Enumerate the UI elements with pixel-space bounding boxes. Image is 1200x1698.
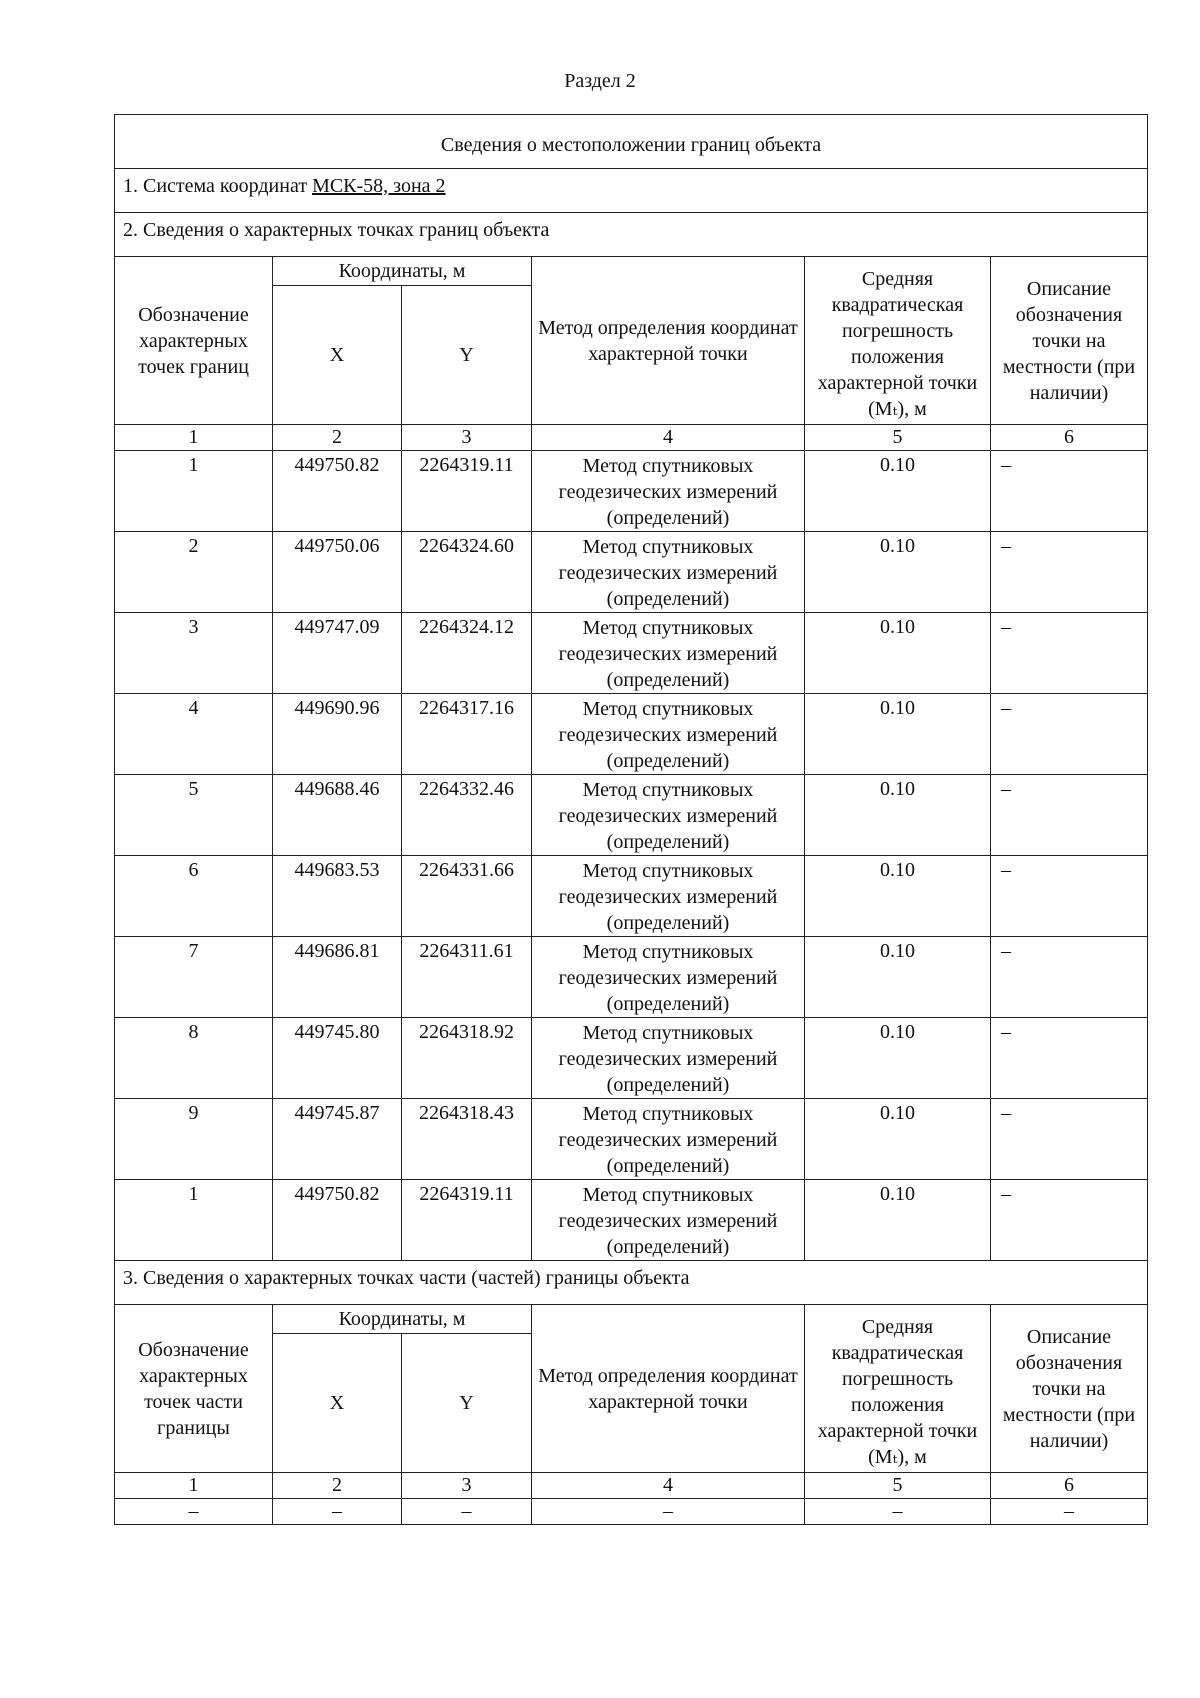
desc-cell: –: [991, 1180, 1148, 1261]
col-number: 2: [273, 1473, 402, 1499]
header-coords-label: Координаты, м: [273, 257, 532, 286]
desc-cell: –: [991, 856, 1148, 937]
error-cell: 0.10: [805, 451, 991, 532]
header2-desc-label: Описание обозначения точки на местности (при наличии): [991, 1305, 1148, 1473]
point-cell: 2: [115, 532, 273, 613]
column-numbers-row: [115, 425, 1148, 451]
table-row: [115, 1018, 1148, 1099]
empty-row: [115, 1499, 1148, 1525]
point-cell: 6: [115, 856, 273, 937]
y-cell: 2264331.66: [402, 856, 532, 937]
table-row: [115, 613, 1148, 694]
table-title: Сведения о местоположении границ объекта: [115, 115, 1148, 169]
table-row: [115, 694, 1148, 775]
desc-cell: –: [991, 1018, 1148, 1099]
desc-cell: –: [991, 937, 1148, 1018]
method-cell: Метод спутниковых геодезических измерений (определений): [532, 1099, 805, 1180]
point-cell: 1: [115, 451, 273, 532]
y-cell: 2264317.16: [402, 694, 532, 775]
column-numbers-row-2: [115, 1473, 1148, 1499]
coordinate-system-label: 1. Система координат: [123, 175, 313, 197]
boundary-table: [114, 114, 1148, 1525]
point-cell: 5: [115, 775, 273, 856]
method-cell: Метод спутниковых геодезических измерений (определений): [532, 451, 805, 532]
y-cell: 2264318.43: [402, 1099, 532, 1180]
point-cell: 8: [115, 1018, 273, 1099]
col-number: 6: [991, 425, 1148, 451]
error-cell: 0.10: [805, 1180, 991, 1261]
header2-y-label: Y: [402, 1334, 532, 1473]
header-point-label: Обозначение характерных точек границ: [115, 257, 273, 425]
col-number: 3: [402, 425, 532, 451]
col-number: 1: [115, 1473, 273, 1499]
point-cell: 3: [115, 613, 273, 694]
desc-cell: –: [991, 613, 1148, 694]
coordinate-system-row: [115, 169, 1148, 213]
coordinate-system-value: МСК-58, зона 2: [312, 175, 446, 197]
page-heading: Раздел 2: [564, 70, 636, 92]
empty-cell: –: [805, 1499, 991, 1525]
y-cell: 2264311.61: [402, 937, 532, 1018]
y-cell: 2264324.60: [402, 532, 532, 613]
header2-method-label: Метод определения координат характерной точки: [532, 1305, 805, 1473]
error-cell: 0.10: [805, 937, 991, 1018]
empty-cell: –: [402, 1499, 532, 1525]
x-cell: 449688.46: [273, 775, 402, 856]
section-3-heading: 3. Сведения о характерных точках части (частей) границы объекта: [115, 1261, 1148, 1305]
empty-cell: –: [532, 1499, 805, 1525]
point-cell: 9: [115, 1099, 273, 1180]
empty-cell: –: [991, 1499, 1148, 1525]
x-cell: 449745.87: [273, 1099, 402, 1180]
table-row: [115, 775, 1148, 856]
y-cell: 2264318.92: [402, 1018, 532, 1099]
x-cell: 449747.09: [273, 613, 402, 694]
point-cell: 4: [115, 694, 273, 775]
point-cell: 1: [115, 1180, 273, 1261]
error-cell: 0.10: [805, 694, 991, 775]
x-cell: 449750.06: [273, 532, 402, 613]
col-number: 5: [805, 425, 991, 451]
col-number: 2: [273, 425, 402, 451]
x-cell: 449686.81: [273, 937, 402, 1018]
table-row: [115, 532, 1148, 613]
y-cell: 2264332.46: [402, 775, 532, 856]
col-number: 5: [805, 1473, 991, 1499]
error-cell: 0.10: [805, 856, 991, 937]
x-cell: 449750.82: [273, 451, 402, 532]
col-number: 1: [115, 425, 273, 451]
method-cell: Метод спутниковых геодезических измерений (определений): [532, 1180, 805, 1261]
table-row: [115, 1180, 1148, 1261]
header2-point-label: Обозначение характерных точек части границы: [115, 1305, 273, 1473]
y-cell: 2264324.12: [402, 613, 532, 694]
method-cell: Метод спутниковых геодезических измерений (определений): [532, 775, 805, 856]
x-cell: 449683.53: [273, 856, 402, 937]
error-cell: 0.10: [805, 1018, 991, 1099]
desc-cell: –: [991, 1099, 1148, 1180]
x-cell: 449690.96: [273, 694, 402, 775]
col-number: 6: [991, 1473, 1148, 1499]
empty-cell: –: [273, 1499, 402, 1525]
method-cell: Метод спутниковых геодезических измерений (определений): [532, 694, 805, 775]
desc-cell: –: [991, 694, 1148, 775]
empty-cell: –: [115, 1499, 273, 1525]
header-desc-label: Описание обозначения точки на местности (при наличии): [991, 257, 1148, 425]
method-cell: Метод спутниковых геодезических измерений (определений): [532, 1018, 805, 1099]
table-row: [115, 937, 1148, 1018]
method-cell: Метод спутниковых геодезических измерений (определений): [532, 937, 805, 1018]
header-x-label: X: [273, 286, 402, 425]
header2-x-label: X: [273, 1334, 402, 1473]
y-cell: 2264319.11: [402, 451, 532, 532]
section-2-heading: 2. Сведения о характерных точках границ объекта: [115, 213, 1148, 257]
desc-cell: –: [991, 451, 1148, 532]
header-error-label: Средняя квадратическая погрешность положения характерной точки (Mₜ), м: [805, 257, 991, 425]
header-method-label: Метод определения координат характерной точки: [532, 257, 805, 425]
method-cell: Метод спутниковых геодезических измерений (определений): [532, 613, 805, 694]
x-cell: 449745.80: [273, 1018, 402, 1099]
x-cell: 449750.82: [273, 1180, 402, 1261]
header-y-label: Y: [402, 286, 532, 425]
error-cell: 0.10: [805, 1099, 991, 1180]
desc-cell: –: [991, 532, 1148, 613]
col-number: 3: [402, 1473, 532, 1499]
header2-coords-label: Координаты, м: [273, 1305, 532, 1334]
error-cell: 0.10: [805, 532, 991, 613]
point-cell: 7: [115, 937, 273, 1018]
desc-cell: –: [991, 775, 1148, 856]
table-row: [115, 1099, 1148, 1180]
method-cell: Метод спутниковых геодезических измерений (определений): [532, 532, 805, 613]
table-row: [115, 451, 1148, 532]
error-cell: 0.10: [805, 613, 991, 694]
header2-error-label: Средняя квадратическая погрешность положения характерной точки (Mₜ), м: [805, 1305, 991, 1473]
y-cell: 2264319.11: [402, 1180, 532, 1261]
error-cell: 0.10: [805, 775, 991, 856]
col-number: 4: [532, 425, 805, 451]
table-row: [115, 856, 1148, 937]
col-number: 4: [532, 1473, 805, 1499]
method-cell: Метод спутниковых геодезических измерений (определений): [532, 856, 805, 937]
